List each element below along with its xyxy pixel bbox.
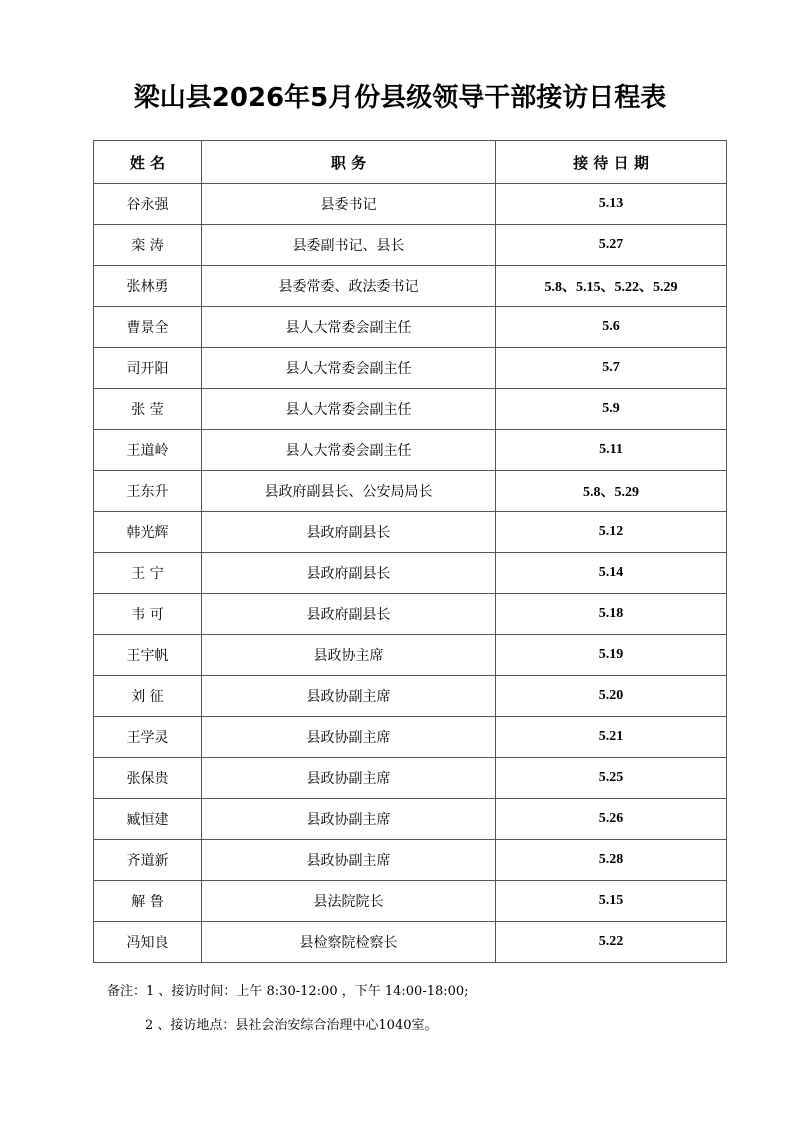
table-row <box>94 635 727 676</box>
date-cell: 5.9 <box>496 389 727 430</box>
name-cell: 王宇帆 <box>94 635 202 676</box>
name-cell: 王道岭 <box>94 430 202 471</box>
position-cell: 县法院院长 <box>202 881 496 922</box>
date-cell: 5.7 <box>496 348 727 389</box>
table-row <box>94 266 727 307</box>
name-cell: 曹景全 <box>94 307 202 348</box>
name-cell: 冯知良 <box>94 922 202 963</box>
date-cell: 5.28 <box>496 840 727 881</box>
reception-schedule-table <box>93 140 727 963</box>
position-cell: 县政协副主席 <box>202 840 496 881</box>
date-cell: 5.22 <box>496 922 727 963</box>
table-row <box>94 348 727 389</box>
name-cell: 齐道新 <box>94 840 202 881</box>
name-cell: 张林勇 <box>94 266 202 307</box>
date-cell: 5.13 <box>496 184 727 225</box>
position-cell: 县政协副主席 <box>202 758 496 799</box>
position-cell: 县政协副主席 <box>202 799 496 840</box>
date-cell: 5.14 <box>496 553 727 594</box>
name-cell: 臧恒建 <box>94 799 202 840</box>
position-cell: 县检察院检察长 <box>202 922 496 963</box>
date-cell: 5.12 <box>496 512 727 553</box>
position-cell: 县委书记 <box>202 184 496 225</box>
table-body <box>94 184 727 963</box>
position-cell: 县人大常委会副主任 <box>202 389 496 430</box>
table-row <box>94 307 727 348</box>
table-row <box>94 922 727 963</box>
date-cell: 5.25 <box>496 758 727 799</box>
table-row <box>94 594 727 635</box>
date-cell: 5.19 <box>496 635 727 676</box>
table-row <box>94 512 727 553</box>
date-cell: 5.20 <box>496 676 727 717</box>
header-row <box>94 141 727 184</box>
table-row <box>94 676 727 717</box>
name-cell: 韩光辉 <box>94 512 202 553</box>
position-cell: 县人大常委会副主任 <box>202 430 496 471</box>
header-name: 姓 名 <box>94 141 202 184</box>
note-time: 备注：1 、接访时间：上午 8:30-12:00 ，下午 14:00-18:00; <box>107 984 469 999</box>
table-row <box>94 471 727 512</box>
document-title: 梁山县2026年5月份县级领导干部接访日程表 <box>133 83 667 113</box>
table-row <box>94 840 727 881</box>
position-cell: 县政府副县长 <box>202 553 496 594</box>
date-cell: 5.8、5.15、5.22、5.29 <box>496 266 727 307</box>
name-cell: 谷永强 <box>94 184 202 225</box>
date-cell: 5.6 <box>496 307 727 348</box>
name-cell: 司开阳 <box>94 348 202 389</box>
position-cell: 县政协主席 <box>202 635 496 676</box>
position-cell: 县政府副县长、公安局局长 <box>202 471 496 512</box>
name-cell: 刘 征 <box>94 676 202 717</box>
name-cell: 栾 涛 <box>94 225 202 266</box>
table-row <box>94 881 727 922</box>
date-cell: 5.18 <box>496 594 727 635</box>
position-cell: 县人大常委会副主任 <box>202 307 496 348</box>
position-cell: 县政协副主席 <box>202 676 496 717</box>
table-row <box>94 799 727 840</box>
position-cell: 县人大常委会副主任 <box>202 348 496 389</box>
name-cell: 韦 可 <box>94 594 202 635</box>
note-location: 2 、接访地点：县社会治安综合治理中心1040室。 <box>145 1018 438 1033</box>
position-cell: 县委副书记、县长 <box>202 225 496 266</box>
name-cell: 解 鲁 <box>94 881 202 922</box>
name-cell: 张保贵 <box>94 758 202 799</box>
position-cell: 县政府副县长 <box>202 512 496 553</box>
name-cell: 王学灵 <box>94 717 202 758</box>
name-cell: 王 宁 <box>94 553 202 594</box>
position-cell: 县政协副主席 <box>202 717 496 758</box>
date-cell: 5.26 <box>496 799 727 840</box>
table-row <box>94 430 727 471</box>
name-cell: 张 莹 <box>94 389 202 430</box>
header-position: 职 务 <box>202 141 496 184</box>
table-row <box>94 553 727 594</box>
table-row <box>94 389 727 430</box>
date-cell: 5.21 <box>496 717 727 758</box>
name-cell: 王东升 <box>94 471 202 512</box>
date-cell: 5.8、5.29 <box>496 471 727 512</box>
position-cell: 县委常委、政法委书记 <box>202 266 496 307</box>
table-header <box>94 141 727 184</box>
date-cell: 5.15 <box>496 881 727 922</box>
table-row <box>94 758 727 799</box>
header-date: 接 待 日 期 <box>496 141 727 184</box>
table-row <box>94 184 727 225</box>
position-cell: 县政府副县长 <box>202 594 496 635</box>
table-row <box>94 717 727 758</box>
date-cell: 5.27 <box>496 225 727 266</box>
date-cell: 5.11 <box>496 430 727 471</box>
table-row <box>94 225 727 266</box>
